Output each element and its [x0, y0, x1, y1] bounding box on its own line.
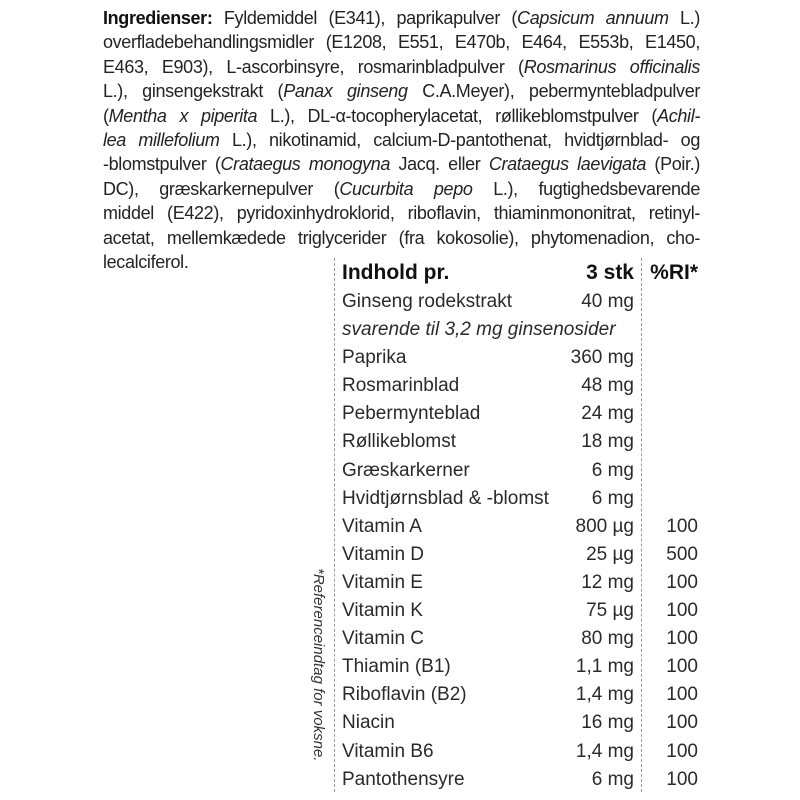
table-row — [334, 344, 706, 372]
table-row — [334, 738, 706, 766]
nutrient-name: Riboflavin (B2) — [342, 684, 467, 706]
ingredients-text: ( — [103, 105, 109, 126]
ingredients-text: C.A.Meyer), pebermyntebladpulver — [407, 81, 701, 102]
table-row — [334, 428, 706, 456]
ingredients-line — [103, 55, 700, 79]
nutrient-ri: 100 — [666, 628, 698, 650]
table-row — [334, 485, 706, 513]
ingredients-line — [103, 201, 700, 225]
table-row — [334, 569, 706, 597]
table-row — [334, 372, 706, 400]
nutrient-amount: 1,4 mg — [575, 740, 634, 762]
table-row — [334, 400, 706, 428]
nutrient-name: Vitamin E — [342, 571, 423, 593]
nutrient-amount: 80 mg — [581, 628, 634, 650]
nutrient-amount: 25 µg — [586, 543, 634, 565]
nutrient-amount: 360 mg — [570, 347, 634, 369]
nutrient-name: Vitamin C — [342, 628, 425, 650]
nutrient-name: Vitamin D — [342, 543, 425, 565]
nutrient-name: Pantothensyre — [342, 768, 465, 790]
nutrient-ri: 500 — [666, 543, 698, 565]
nutrient-amount: 24 mg — [581, 403, 634, 425]
nutrient-ri: 100 — [666, 571, 698, 593]
nutrient-amount: 6 mg — [591, 768, 634, 790]
table-row — [334, 625, 706, 653]
table-row — [334, 681, 706, 709]
nutrient-name: Græskarkerner — [342, 459, 470, 481]
ingredients-text: E463, E903), L-ascorbinsyre, rosmarinbladpulver ( — [103, 56, 524, 77]
table-row — [334, 597, 706, 625]
ingredients-text: (Poir.) — [646, 154, 700, 175]
latin-name: Panax ginseng — [283, 81, 408, 102]
ingredients-text: L.), fugtighedsbevarende — [472, 178, 700, 199]
nutrient-name: Vitamin K — [342, 600, 423, 622]
table-row — [334, 513, 706, 541]
nutrient-ri: 100 — [666, 600, 698, 622]
ingredients-line — [103, 79, 700, 103]
table-row — [334, 766, 706, 794]
nutrient-amount: 6 mg — [591, 459, 634, 481]
nutrient-amount: 12 mg — [581, 571, 634, 593]
latin-name: Crataegus monogyna — [220, 154, 391, 175]
nutrition-table — [334, 258, 706, 794]
nutrient-amount: 1,4 mg — [575, 684, 634, 706]
table-row — [334, 316, 706, 344]
ingredients-line — [103, 6, 700, 30]
latin-name: Crataegus laevigata — [488, 154, 647, 175]
nutrient-name: Paprika — [342, 347, 407, 369]
header-name: Indhold pr. — [342, 261, 450, 284]
nutrient-amount: 800 µg — [575, 515, 634, 537]
latin-name: lea millefolium — [103, 130, 220, 151]
nutrient-ri: 100 — [666, 740, 698, 762]
ingredients-text: L.), DL-α-tocopherylacetat, røllikeblomstpulver ( — [257, 105, 658, 126]
nutrient-name: Ginseng rodekstrakt — [342, 291, 513, 312]
header-ri: %RI* — [650, 261, 698, 284]
ingredients-text: L.), ginsengekstrakt ( — [103, 81, 284, 102]
ingredients-text: Jacq. eller — [390, 154, 489, 175]
nutrient-ri: 100 — [666, 768, 698, 790]
table-row — [334, 709, 706, 737]
ingredients-text: overfladebehandlingsmidler (E1208, E551, E470b, E464, E553b, E1450, — [103, 32, 700, 53]
nutrient-name: Hvidtjørnsblad & -blomst — [342, 487, 549, 509]
nutrient-ri: 100 — [666, 656, 698, 678]
ingredients-line — [103, 104, 700, 128]
ingredients-text: acetat, mellemkædede triglycerider (fra kokosolie), phytomenadion, cho- — [103, 227, 700, 248]
latin-name: Cucurbita pepo — [339, 178, 473, 199]
latin-name: Capsicum annuum — [517, 8, 669, 28]
ingredients-text: lecalciferol. — [103, 252, 189, 273]
latin-name: Achil- — [657, 105, 700, 126]
ingredients-text: -blomstpulver ( — [103, 154, 221, 175]
ingredients-text: Fyldemiddel (E341), paprikapulver ( — [212, 8, 518, 28]
nutrient-ri: 100 — [666, 684, 698, 706]
table-header-row — [334, 258, 706, 288]
nutrient-ri: 100 — [666, 515, 698, 537]
latin-name: Rosmarinus officinalis — [523, 56, 700, 77]
nutrient-name: Vitamin B6 — [342, 740, 434, 762]
nutrient-name: Rosmarinblad — [342, 375, 460, 397]
ingredients-paragraph — [103, 6, 700, 274]
ingredients-text: L.), nikotinamid, calcium-D-pantothenat, hvidtjørnblad- og — [219, 130, 700, 151]
nutrient-amount: 16 mg — [581, 712, 634, 734]
nutrient-ri: 100 — [666, 712, 698, 734]
footnote-reference-intake: *Referenceindtag for voksne. — [310, 568, 327, 762]
nutrient-amount: 40 mg — [581, 291, 634, 312]
table-row — [334, 541, 706, 569]
ingredients-line — [103, 152, 700, 176]
ingredients-line — [103, 128, 700, 152]
ingredients-line — [103, 30, 700, 54]
nutrient-name: Pebermynteblad — [342, 403, 481, 425]
table-row — [334, 653, 706, 681]
nutrient-name: svarende til 3,2 mg ginsenosider — [342, 319, 616, 341]
ingredients-line — [103, 177, 700, 201]
nutrient-name: Røllikeblomst — [342, 431, 457, 453]
table-row — [334, 288, 706, 316]
ingredients-text: middel (E422), pyridoxinhydroklorid, riboflavin, thiaminmononitrat, retinyl- — [103, 203, 700, 224]
nutrient-amount: 48 mg — [581, 375, 634, 397]
nutrient-amount: 18 mg — [581, 431, 634, 453]
nutrient-amount: 1,1 mg — [575, 656, 634, 678]
nutrient-name: Niacin — [342, 712, 395, 734]
nutrient-name: Vitamin A — [342, 515, 422, 537]
latin-name: Mentha x piperita — [108, 105, 258, 126]
header-amount: 3 stk — [586, 261, 634, 284]
nutrient-amount: 75 µg — [586, 600, 634, 622]
nutrient-name: Thiamin (B1) — [342, 656, 451, 678]
table-row — [334, 457, 706, 485]
ingredients-line — [103, 226, 700, 250]
ingredients-text: L.) — [668, 8, 701, 28]
ingredients-label: Ingredienser: — [103, 8, 213, 28]
nutrient-amount: 6 mg — [591, 487, 634, 509]
ingredients-text: DC), græskarkernepulver ( — [103, 178, 340, 199]
